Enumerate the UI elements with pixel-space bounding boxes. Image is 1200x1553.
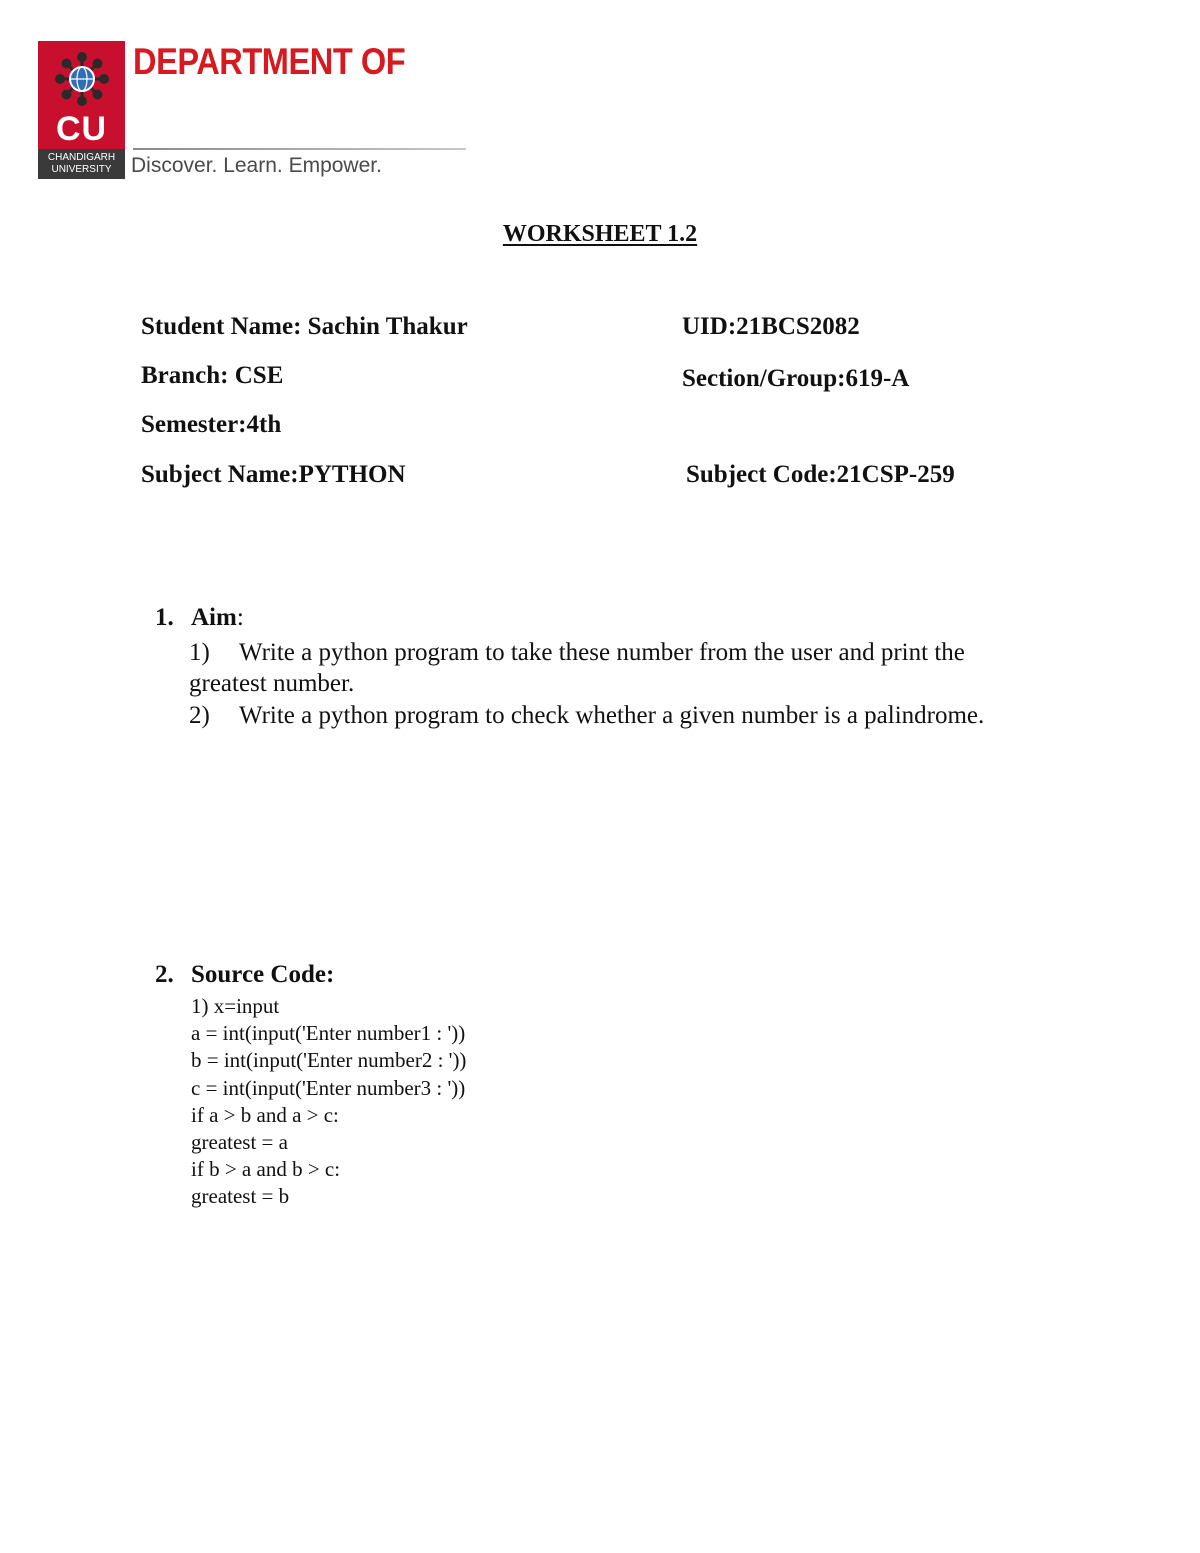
- university-logo: [38, 41, 125, 179]
- page-header: [38, 41, 478, 181]
- student-name: Student Name: Sachin Thakur: [141, 313, 468, 340]
- aim-item-2: [189, 700, 1009, 731]
- aim-item-text: Write a python program to check whether a given number is a palindrome.: [239, 702, 985, 729]
- code-line: if b > a and b > c:: [191, 1157, 341, 1182]
- aim-item-index: 2): [189, 702, 210, 729]
- source-code-heading: [155, 961, 334, 989]
- logo-initials: CU: [55, 110, 108, 148]
- code-line: if a > b and a > c:: [191, 1102, 339, 1127]
- subject-name: Subject Name:PYTHON: [141, 461, 406, 488]
- cog-globe-icon: [50, 47, 114, 111]
- code-line: greatest = a: [191, 1130, 288, 1155]
- student-semester: Semester:4th: [141, 411, 282, 438]
- source-code-number: 2.: [155, 961, 174, 988]
- code-line: a = int(input('Enter number1 : ')): [191, 1021, 466, 1046]
- logo-university-name: CHANDIGARH UNIVERSITY: [47, 152, 116, 175]
- code-line: greatest = b: [191, 1184, 290, 1209]
- student-section: Section/Group:619-A: [682, 365, 910, 392]
- aim-heading: [155, 604, 244, 632]
- student-uid: UID:21BCS2082: [682, 313, 860, 340]
- header-divider: [133, 148, 466, 150]
- source-code-heading-text: Source Code:: [191, 961, 335, 988]
- code-line: 1) x=input: [191, 994, 280, 1018]
- aim-heading-text: Aim: [191, 604, 237, 631]
- student-branch: Branch: CSE: [141, 362, 284, 389]
- subject-code: Subject Code:21CSP-259: [686, 461, 955, 488]
- aim-colon: :: [236, 604, 244, 631]
- aim-item-index: 1): [189, 639, 210, 666]
- source-code-block: [191, 993, 466, 1211]
- university-tagline: Discover. Learn. Empower.: [131, 154, 382, 177]
- code-line: b = int(input('Enter number2 : ')): [191, 1048, 467, 1073]
- aim-number: 1.: [155, 604, 174, 631]
- code-line: c = int(input('Enter number3 : ')): [191, 1075, 466, 1100]
- department-title: DEPARTMENT OF: [133, 41, 406, 82]
- aim-item-text: Write a python program to take these number from the user and print the greatest number.: [189, 639, 965, 697]
- worksheet-title: WORKSHEET 1.2: [502, 221, 698, 247]
- aim-item-1: [189, 637, 1009, 699]
